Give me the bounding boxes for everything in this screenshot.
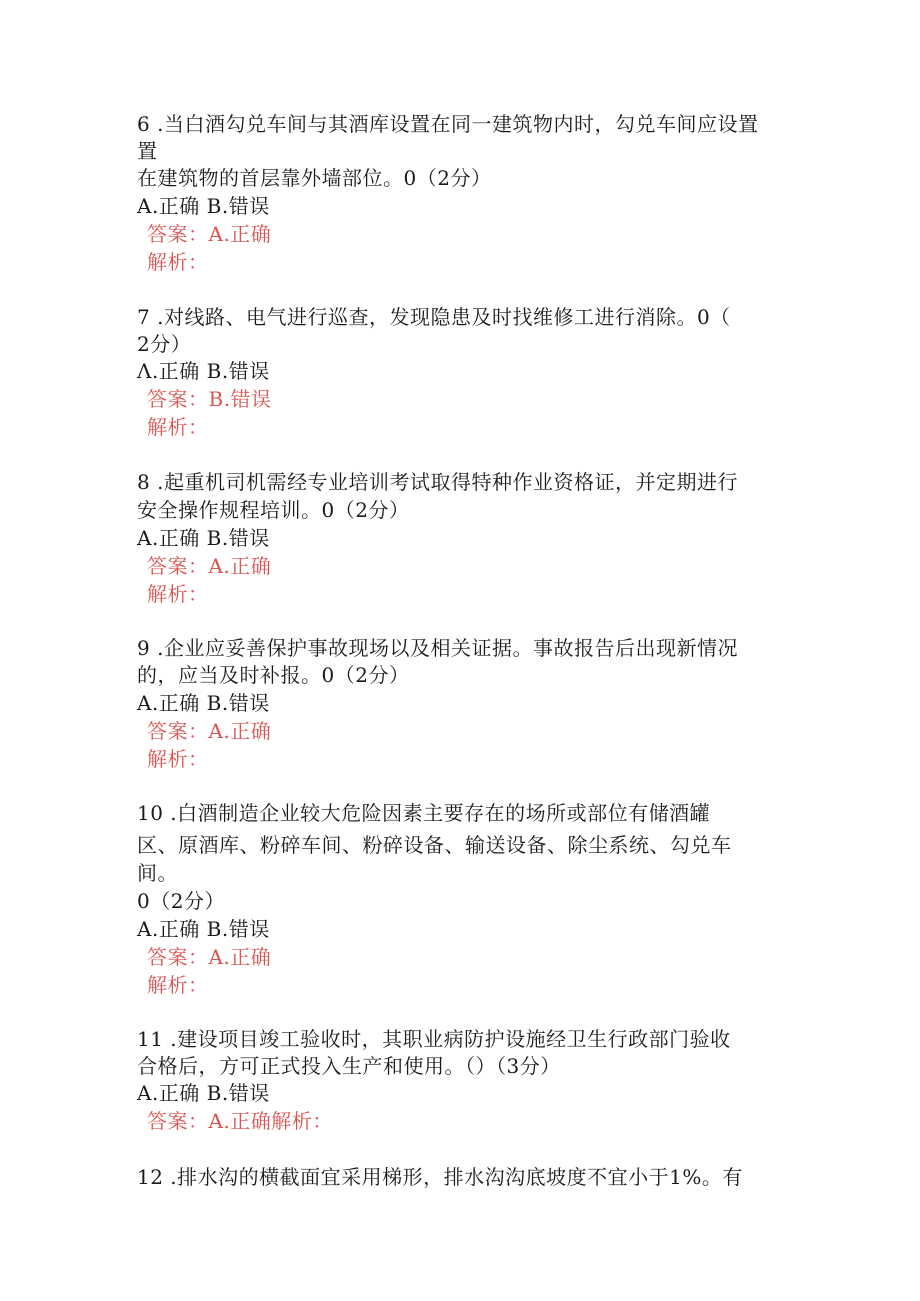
question-10-stem-line-3: 间。 (137, 861, 178, 885)
question-9-stem-line-2: 的，应当及时补报。0（2分） (137, 663, 410, 687)
question-6-stem-line-3: 在建筑物的首层靠外墙部位。0（2分） (137, 166, 492, 190)
question-6-stem-line-2: 置 (137, 139, 158, 163)
question-9-options: A.正确 B.错误 (137, 691, 270, 715)
question-8-stem-line-2: 安全操作规程培训。0（2分） (137, 498, 410, 522)
question-11-options: A.正确 B.错误 (137, 1081, 270, 1105)
question-8-options: A.正确 B.错误 (137, 526, 270, 550)
question-8-stem-line-1: 8 .起重机司机需经专业培训考试取得特种作业资格证，并定期进行 (137, 470, 738, 494)
question-9-answer: 答案：A.正确 (147, 719, 272, 743)
question-10-stem-line-2: 区、原酒库、粉碎车间、粉碎设备、输送设备、除尘系统、勾兑车 (137, 833, 732, 857)
question-10-analysis: 解析： (147, 973, 209, 997)
question-9-stem-line-1: 9 .企业应妥善保护事故现场以及相关证据。事故报告后出现新情况 (137, 636, 738, 660)
question-7-options: Λ.正确 B.错误 (137, 359, 270, 383)
question-6-options: A.正确 B.错误 (137, 194, 270, 218)
question-8-analysis: 解析： (147, 582, 209, 606)
question-7-analysis: 解析： (147, 415, 209, 439)
question-7-stem-line-2: 2分） (137, 332, 192, 356)
question-10-stem-line-4: 0（2分） (137, 889, 225, 913)
question-11-stem-line-1: 11 .建设项目竣工验收时，其职业病防护设施经卫生行政部门验收 (137, 1027, 731, 1051)
question-6-answer: 答案：A.正确 (147, 222, 272, 246)
question-6-analysis: 解析： (147, 250, 209, 274)
question-7-answer: 答案：B.错误 (147, 387, 272, 411)
question-9-analysis: 解析： (147, 747, 209, 771)
question-11-stem-line-2: 合格后，方可正式投入生产和使用。（）（3分） (137, 1054, 561, 1078)
question-10-stem-line-1: 10 .白酒制造企业较大危险因素主要存在的场所或部位有储酒罐 (137, 801, 711, 825)
question-10-answer: 答案：A.正确 (147, 945, 272, 969)
question-8-answer: 答案：A.正确 (147, 554, 272, 578)
question-11-answer: 答案：A.正确解析： (147, 1109, 333, 1133)
question-12-stem-line-1: 12 .排水沟的横截面宜采用梯形，排水沟沟底坡度不宜小于1%。有 (137, 1165, 743, 1189)
question-6-stem-line-1: 6 .当白酒勾兑车间与其酒库设置在同一建筑物内时，勾兑车间应设置 (137, 112, 759, 136)
question-7-stem-line-1: 7 .对线路、电气进行巡查，发现隐患及时找维修工进行消除。0（ (137, 305, 731, 329)
question-10-options: A.正确 B.错误 (137, 917, 270, 941)
